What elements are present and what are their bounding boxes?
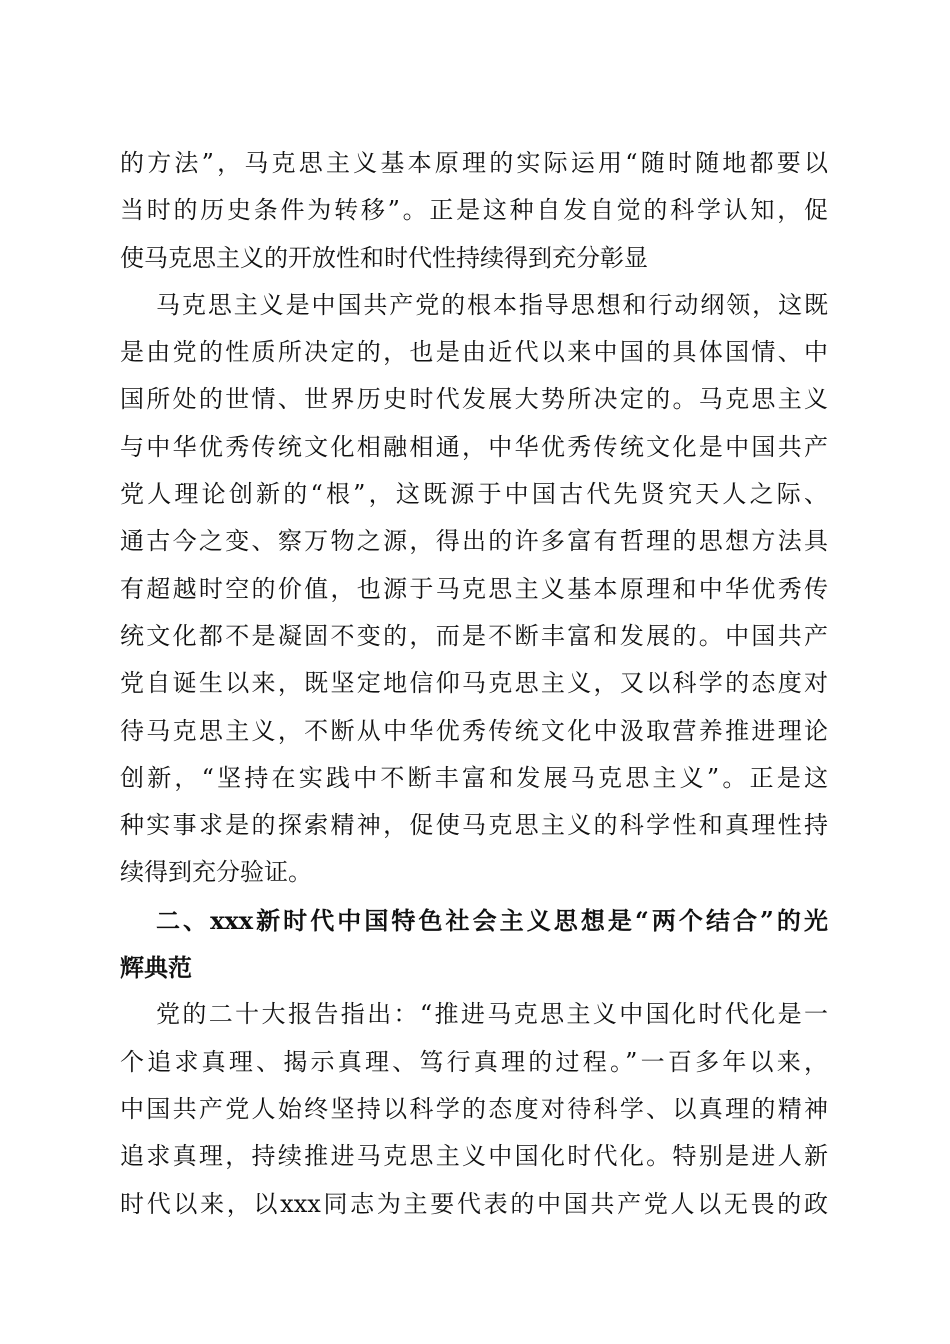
- text-line: 国所处的世情、世界历史时代发展大势所决定的。马克思主义: [120, 385, 828, 414]
- text-line: 使马克思主义的开放性和时代性持续得到充分彰显: [120, 243, 648, 272]
- text-line: 统文化都不是凝固不变的，而是不断丰富和发展的。中国共产: [120, 621, 828, 650]
- paragraph-1: [120, 140, 828, 282]
- paragraph-3: [120, 991, 828, 1227]
- text-line: 创新，“坚持在实践中不断丰富和发展马克思主义”。正是这: [120, 763, 828, 792]
- text-line: 与中华优秀传统文化相融相通，中华优秀传统文化是中国共产: [120, 432, 828, 461]
- section-heading: [120, 897, 828, 992]
- text-line: 通古今之变、察万物之源，得出的许多富有哲理的思想方法具: [120, 527, 828, 556]
- text-line: 待马克思主义，不断从中华优秀传统文化中汲取营养推进理论: [120, 716, 828, 745]
- text-line: 追求真理，持续推进马克思主义中国化时代化。特别是进人新: [120, 1142, 828, 1171]
- text-line: 续得到充分验证。: [120, 858, 312, 887]
- paragraph-2: [120, 282, 828, 897]
- text-line: 有超越时空的价值，也源于马克思主义基本原理和中华优秀传: [120, 574, 828, 603]
- text-line: 的方法”，马克思主义基本原理的实际运用“随时随地都要以: [120, 149, 828, 177]
- text-line: 个追求真理、揭示真理、笃行真理的过程。”一百多年以来，: [120, 1047, 828, 1076]
- text-line: 中国共产党人始终坚持以科学的态度对待科学、以真理的精神: [120, 1094, 828, 1123]
- heading-line: 辉典范: [120, 953, 192, 983]
- text-line: 党人理论创新的“根”，这既源于中国古代先贤究天人之际、: [120, 480, 828, 509]
- text-line: 马克思主义是中国共产党的根本指导思想和行动纲领，这既: [156, 290, 828, 319]
- text-line: 时代以来，以xxx同志为主要代表的中国共产党人以无畏的政: [120, 1189, 828, 1218]
- document-page: [120, 140, 828, 1228]
- text-line: 当时的历史条件为转移”。正是这种自发自觉的科学认知，促: [120, 196, 828, 225]
- heading-line: 二、xxx新时代中国特色社会主义思想是“两个结合”的光: [156, 905, 828, 935]
- text-line: 党的二十大报告指出：“推进马克思主义中国化时代化是一: [156, 1000, 828, 1029]
- text-line: 是由党的性质所决定的，也是由近代以来中国的具体国情、中: [120, 338, 828, 367]
- text-line: 党自诞生以来，既坚定地信仰马克思主义，又以科学的态度对: [120, 669, 828, 698]
- text-line: 种实事求是的探索精神，促使马克思主义的科学性和真理性持: [120, 811, 828, 840]
